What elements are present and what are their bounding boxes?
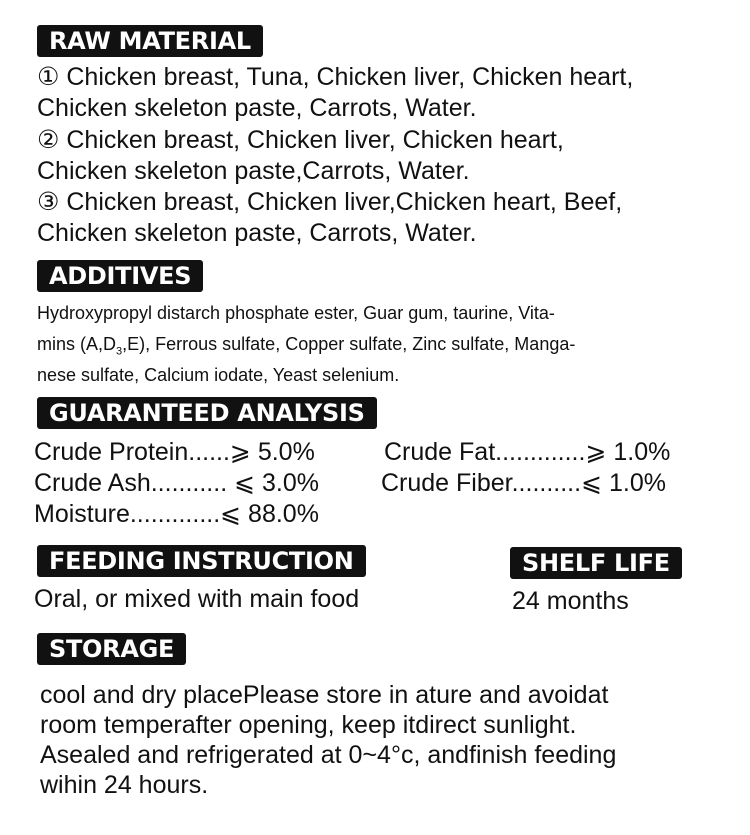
raw-material-line-5: ③ Chicken breast, Chicken liver,Chicken heart, Beef, — [37, 188, 623, 216]
additives-line-1: Hydroxypropyl distarch phosphate ester, Guar gum, taurine, Vita- — [37, 303, 555, 323]
crude-fat-row: Crude Fat.............⩾ 1.0% — [384, 438, 671, 466]
storage-line-3: Asealed and refrigerated at 0~4°c, andfinish feeding — [40, 741, 617, 769]
raw-material-line-4: Chicken skeleton paste,Carrots, Water. — [37, 157, 470, 185]
additives-line-3: nese sulfate, Calcium iodate, Yeast selenium. — [37, 365, 400, 385]
crude-ash-row: Crude Ash........... ⩽ 3.0% — [34, 469, 319, 497]
additives-line-2-a: mins (A,D — [37, 334, 117, 354]
raw-material-heading: RAW MATERIAL — [37, 25, 263, 57]
raw-material-line-3: ② Chicken breast, Chicken liver, Chicken heart, — [37, 126, 564, 154]
storage-line-4: wihin 24 hours. — [40, 771, 209, 799]
additives-d3-subscript: 3 — [116, 345, 123, 358]
storage-line-2: room temperafter opening, keep itdirect sunlight. — [40, 711, 577, 739]
crude-protein-row: Crude Protein......⩾ 5.0% — [34, 438, 315, 466]
moisture-row: Moisture.............⩽ 88.0% — [34, 500, 319, 528]
additives-line-2-b: ,E), Ferrous sulfate, Copper sulfate, Zinc sulfate, Manga- — [122, 334, 576, 354]
additives-line-2 — [37, 329, 575, 359]
storage-heading: STORAGE — [37, 633, 186, 665]
raw-material-line-6: Chicken skeleton paste, Carrots, Water. — [37, 219, 477, 247]
additives-heading: ADDITIVES — [37, 260, 203, 292]
raw-material-line-1: ① Chicken breast, Tuna, Chicken liver, Chicken heart, — [37, 63, 634, 91]
shelf-life-text: 24 months — [512, 587, 629, 615]
feeding-instruction-heading: FEEDING INSTRUCTION — [37, 545, 366, 577]
feeding-instruction-text: Oral, or mixed with main food — [34, 585, 360, 613]
raw-material-line-2: Chicken skeleton paste, Carrots, Water. — [37, 94, 477, 122]
crude-fiber-row: Crude Fiber..........⩽ 1.0% — [381, 469, 666, 497]
storage-line-1: cool and dry placePlease store in ature and avoidat — [40, 681, 609, 709]
shelf-life-heading: SHELF LIFE — [510, 547, 682, 579]
guaranteed-analysis-heading: GUARANTEED ANALYSIS — [37, 397, 377, 429]
